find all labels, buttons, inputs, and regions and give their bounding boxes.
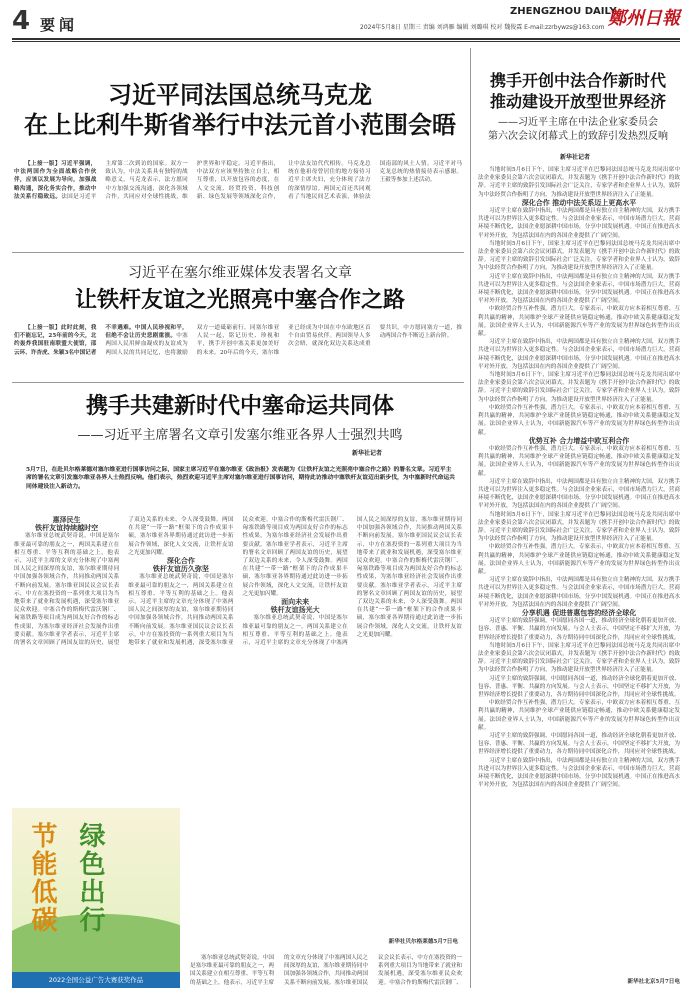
article3-author: 新华社记者 [352,450,383,457]
article3-headline: 携手共建新时代中塞命运共同体 [85,393,394,419]
divider [12,252,464,253]
article3-lead: 5月7日，在赴贝尔格莱德对塞尔维亚进行国事访问之际，国家主席习近平在塞尔维亚《政治报》发表题为《让铁杆友谊之光照亮中塞合作之路》的署名文章。习近平主席的署名文章引发塞尔维亚各界人士热烈反响。他们表示，热烈欢迎习近平主席对塞尔维亚进行国事访问，期待此访推动中塞铁杆友谊迈出新步伐，为中塞新时代命运共同体建设注入新动力。 [26,467,455,490]
article3-footer: 新华社贝尔格莱德5月7日电 [388,939,458,945]
article2-headline: 让铁杆友谊之光照亮中塞合作之路 [74,287,405,313]
article1-headline: 习近平同法国总统马克龙 在上比利牛斯省举行中法元首小范围会晤 [24,80,456,139]
article4-author: 新华社记者 [560,154,591,161]
article4-body: 当地时间5月6日下午，国家主席习近平在巴黎同法国总统马克龙共同出席中法企业家委员会第六次会议闭幕式，并发表题为《携手开创中法合作新时代》的致辞。习近平主席的致辞引发国际社会广泛关注，专家学者和企业界人士认为，致辞为中法经贸合作指明了方向，为推动建设开放型世界经济注入了正能量。 深化合作 推动中法关系迈上更高水平 习近平主席在致辞中指出，中法两国都是具有独立自主精神的大国，双方携手共进可以为世界注入更多稳定性。与会法国企业家表示，中国市场潜力巨大，营商环境不断优化，法国企业愿深耕中国市场，分享中国发展机遇。中国正在推进高水平对外开放，为包括法国在内的各国企业提供了广阔空间。 当地时间5月6日下午，国家主席习近平在巴黎同法国总统马克龙共同出席中法企业家委员会第六次会议闭幕式，并发表题为《携手开创中法合作新时代》的致辞。习近平主席的致辞引发国际社会广泛关注，专家学者和企业界人士认为，致辞为中法经贸合作指明了方向，为推动建设开放型世界经济注入了正能量。 习近平主席在致辞中指出，中法两国都是具有独立自主精神的大国，双方携手共进可以为世界注入更多稳定性。与会法国企业家表示，中国市场潜力巨大，营商环境不断优化，法国企业愿深耕中国市场，分享中国发展机遇。中国正在推进高水平对外开放，为包括法国在内的各国企业提供了广阔空间。 中欧经贸合作互补性强，潜力巨大。专家表示，中欧双方应本着相互尊重、互利共赢的精神，共同维护全球产业链供应链稳定畅通，推动中欧关系健康稳定发展。法国企业界人士认为，中国新能源汽车等产业的发展为世界绿色转型作出贡献。 习近平主席在致辞中指出，中法两国都是具有独立自主精神的大国，双方携手共进可以为世界注入更多稳定性。与会法国企业家表示，中国市场潜力巨大，营商环境不断优化，法国企业愿深耕中国市场，分享中国发展机遇。中国正在推进高水平对外开放，为包括法国在内的各国企业提供了广阔空间。 当地时间5月6日下午，国家主席习近平在巴黎同法国总统马克龙共同出席中法企业家委员会第六次会议闭幕式，并发表题为《携手开创中法合作新时代》的致辞。习近平主席的致辞引发国际社会广泛关注，专家学者和企业界人士认为，致辞为中法经贸合作指明了方向，为推动建设开放型世界经济注入了正能量。 中欧经贸合作互补性强，潜力巨大。专家表示，中欧双方应本着相互尊重、互利共赢的精神，共同维护全球产业链供应链稳定畅通，推动中欧关系健康稳定发展。法国企业界人士认为，中国新能源汽车等产业的发展为世界绿色转型作出贡献。 优势互补 合力增益中欧互利合作 中欧经贸合作互补性强，潜力巨大。专家表示，中欧双方应本着相互尊重、互利共赢的精神，共同维护全球产业链供应链稳定畅通，推动中欧关系健康稳定发展。法国企业界人士认为，中国新能源汽车等产业的发展为世界绿色转型作出贡献。 习近平主席在致辞中指出，中法两国都是具有独立自主精神的大国，双方携手共进可以为世界注入更多稳定性。与会法国企业家表示，中国市场潜力巨大，营商环境不断优化，法国企业愿深耕中国市场，分享中国发展机遇。中国正在推进高水平对外开放，为包括法国在内的各国企业提供了广阔空间。 当地时间5月6日下午，国家主席习近平在巴黎同法国总统马克龙共同出席中法企业家委员会第六次会议闭幕式，并发表题为《携手开创中法合作新时代》的致辞。习近平主席的致辞引发国际社会广泛关注，专家学者和企业界人士认为，致辞为中法经贸合作指明了方向，为推动建设开放型世界经济注入了正能量。 中欧经贸合作互补性强，潜力巨大。专家表示，中欧双方应本着相互尊重、互利共赢的精神，共同维护全球产业链供应链稳定畅通，推动中欧关系健康稳定发展。法国企业界人士认为，中国新能源汽车等产业的发展为世界绿色转型作出贡献。 习近平主席在致辞中指出，中法两国都是具有独立自主精神的大国，双方携手共进可以为世界注入更多稳定性。与会法国企业家表示，中国市场潜力巨大，营商环境不断优化，法国企业愿深耕中国市场，分享中国发展机遇。中国正在推进高水平对外开放，为包括法国在内的各国企业提供了广阔空间。 分享机遇 促进普惠包容的经济全球化 习近平主席的致辞强调，中国愿同各国一道，推动经济全球化朝着更加开放、包容、普惠、平衡、共赢的方向发展。与会人士表示，中国坚定不移扩大开放，为世界经济增长提供了重要动力，各方期待同中国深化合作，共同应对全球性挑战。 当地时间5月6日下午，国家主席习近平在巴黎同法国总统马克龙共同出席中法企业家委员会第六次会议闭幕式，并发表题为《携手开创中法合作新时代》的致辞。习近平主席的致辞引发国际社会广泛关注，专家学者和企业界人士认为，致辞为中法经贸合作指明了方向，为推动建设开放型世界经济注入了正能量。 习近平主席的致辞强调，中国愿同各国一道，推动经济全球化朝着更加开放、包容、普惠、平衡、共赢的方向发展。与会人士表示，中国坚定不移扩大开放，为世界经济增长提供了重要动力，各方期待同中国深化合作，共同应对全球性挑战。 中欧经贸合作互补性强，潜力巨大。专家表示，中欧双方应本着相互尊重、互利共赢的精神，共同维护全球产业链供应链稳定畅通，推动中欧关系健康稳定发展。法国企业界人士认为，中国新能源汽车等产业的发展为世界绿色转型作出贡献。 习近平主席的致辞强调，中国愿同各国一道，推动经济全球化朝着更加开放、包容、普惠、平衡、共赢的方向发展。与会人士表示，中国坚定不移扩大开放，为世界经济增长提供了重要动力，各方期待同中国深化合作，共同应对全球性挑战。 习近平主席在致辞中指出，中法两国都是具有独立自主精神的大国，双方携手共进可以为世界注入更多稳定性。与会法国企业家表示，中国市场潜力巨大，营商环境不断优化，法国企业愿深耕中国市场，分享中国发展机遇。中国正在推进高水平对外开放，为包括法国在内的各国企业提供了广阔空间。 [478,167,680,789]
article4-footer: 新华社北京5月7日电 [627,979,680,985]
header-rule-thin [12,41,680,42]
article4-subtitle: ——习近平主席在中法企业家委员会 第六次会议闭幕式上的致辞引发热烈反响 [488,117,668,142]
article3-subhead1: 惠泽民生 铁杆友谊持续越时空 [35,516,99,533]
ad-caption: 2022全国公益广告大赛获奖作品 [12,972,180,988]
article3-subtitle: ——习近平主席署名文章引发塞尔维亚各界人士强烈共鸣 [77,428,403,443]
article3-body-cont: 塞尔维亚总统武契奇说，中国是塞尔维亚最可靠的朋友之一，两国关系建立在相互尊重、平等互利的基础之上。他表示，习近平主席的文章充分体现了中塞两国人民之间深厚的友谊，塞尔维亚期待同中国加强各领域合作，共同推动两国关系不断向前发展。塞尔维亚国民议会议长表示，中方在塞投资的一系列重大项目为当地带来了就业和发展机遇，深受塞尔维亚民众欢迎。中塞合作的斯梅代雷沃钢厂、 [190,955,462,986]
article3-body: 惠泽民生 铁杆友谊持续越时空 塞尔维亚总统武契奇说，中国是塞尔维亚最可靠的朋友之一，两国关系建立在相互尊重、平等互利的基础之上。他表示，习近平主席的文章充分体现了中塞两国人民之间深厚的友谊，塞尔维亚期待同中国加强各领域合作，共同推动两国关系不断向前发展。塞尔维亚国民议会议长表示，中方在塞投资的一系列重大项目为当地带来了就业和发展机遇，深受塞尔维亚民众欢迎。中塞合作的斯梅代雷沃钢厂、匈塞铁路等项目成为两国友好合作的标志性成果，为塞尔维亚经济社会发展作出重要贡献。塞尔维亚学者表示，习近平主席的署名文章回顾了两国友谊的历史，展望了双边关系的未来，令人深受鼓舞。两国在共建“一带一路”框架下的合作成果丰硕，塞尔维亚各界期待通过此访进一步拓展合作领域，深化人文交流，让铁杆友谊之光更加闪耀。 深化合作 铁杆友谊历久弥坚 塞尔维亚总统武契奇说，中国是塞尔维亚最可靠的朋友之一，两国关系建立在相互尊重、平等互利的基础之上。他表示，习近平主席的文章充分体现了中塞两国人民之间深厚的友谊，塞尔维亚期待同中国加强各领域合作，共同推动两国关系不断向前发展。塞尔维亚国民议会议长表示，中方在塞投资的一系列重大项目为当地带来了就业和发展机遇，深受塞尔维亚民众欢迎。中塞合作的斯梅代雷沃钢厂、匈塞铁路等项目成为两国友好合作的标志性成果，为塞尔维亚经济社会发展作出重要贡献。塞尔维亚学者表示，习近平主席的署名文章回顾了两国友谊的历史，展望了双边关系的未来，令人深受鼓舞。两国在共建“一带一路”框架下的合作成果丰硕，塞尔维亚各界期待通过此访进一步拓展合作领域，深化人文交流，让铁杆友谊之光更加闪耀。 面向未来 铁杆友谊扬光大 塞尔维亚总统武契奇说，中国是塞尔维亚最可靠的朋友之一，两国关系建立在相互尊重、平等互利的基础之上。他表示，习近平主席的文章充分体现了中塞两国人民之间深厚的友谊，塞尔维亚期待同中国加强各领域合作，共同推动两国关系不断向前发展。塞尔维亚国民议会议长表示，中方在塞投资的一系列重大项目为当地带来了就业和发展机遇，深受塞尔维亚民众欢迎。中塞合作的斯梅代雷沃钢厂、匈塞铁路等项目成为两国友好合作的标志性成果，为塞尔维亚经济社会发展作出重要贡献。塞尔维亚学者表示，习近平主席的署名文章回顾了两国友谊的历史，展望了双边关系的未来，令人深受鼓舞。两国在共建“一带一路”框架下的合作成果丰硕，塞尔维亚各界期待通过此访进一步拓展合作领域，深化人文交流，让铁杆友谊之光更加闪耀。 [14,516,462,647]
article2-kicker: 习近平在塞尔维亚媒体发表署名文章 [128,265,352,281]
public-service-ad [12,808,180,988]
column-divider [470,48,471,988]
article3-subhead2: 深化合作 铁杆友谊历久弥坚 [152,556,209,574]
issue-meta: 2024年5月8日 星期三 责编 刘鸿雁 编辑 刘璐琪 校对 魏俊霖 E-mail:zzrbywzs@163.com [360,24,605,31]
page-header [0,0,690,44]
divider [12,382,464,383]
brand-english: ZHENGZHOU DAILY [510,6,617,17]
article4-subhead1: 深化合作 推动中法关系迈上更高水平 [521,197,637,207]
article4-subhead2: 优势互补 合力增益中欧互利合作 [528,435,630,445]
section-name: 要闻 [40,16,79,34]
newspaper-logo: 鄭州日報 [608,8,680,29]
article4-subhead3: 分享机遇 促进普惠包容的经济全球化 [521,607,637,617]
article2-body: 【上接一版】此时此刻，我们不能忘记，25年前的今天，北约轰炸我国驻南联盟大使馆，邵云环、许杏虎、朱颖3名中国记者不幸遇难。中国人民珍视和平，但绝不会让历史悲剧重演。中塞两国人民用鲜血凝成的友谊成为两国人民的共同记忆，也将激励双方一道砥砺前行。同塞尔维亚人民一起，铭记历史、珍视和平，携手开创中塞关系更加美好的未来。20年后的今天，塞尔维亚已经成为中国在中东欧地区首个自由贸易伙伴。两国领导人多次会晤，就深化双边关系达成重要共识。中方愿同塞方一道，推动两国合作不断迈上新台阶。 [14,325,462,356]
article3-subhead3: 面向未来 铁杆友谊扬光大 [270,597,320,615]
article4-headline: 携手开创中法合作新时代 推动建设开放型世界经济 [489,71,666,111]
article1-body: 【上接一版】习近平强调，中法两国作为全面战略合作伙伴，应该以发展为导向，加强战略沟通，深化务实合作，推动中法关系行稳致远。法国是习近平主席第二次到访的国家。双方一致认为，中法关系具有独特的战略意义。马克龙表示，法方愿同中方加强交流沟通，深化各领域合作，共同应对全球性挑战，维护世界和平稳定。习近平指出，中法双方应该坚持独立自主，相互尊重，以开放包容的态度，在人文交流、经贸投资、科技创新、绿色发展等领域深化合作，让中法友谊代代相传。马克龙总统在他祖母曾居住的地方接待习近平主席夫妇，充分体现了法方的深情厚谊。两国元首还共同观看了当地民间艺术表演，体验法国南部的风土人情。习近平对马克龙总统的热情接待表示感谢。王毅等参加上述活动。 [14,161,462,200]
header-rule [12,38,680,40]
page-number: 4 [12,6,31,36]
ad-slogan-1: 节能低碳 [27,822,57,934]
ad-slogan-2: 绿色出行 [75,822,105,934]
